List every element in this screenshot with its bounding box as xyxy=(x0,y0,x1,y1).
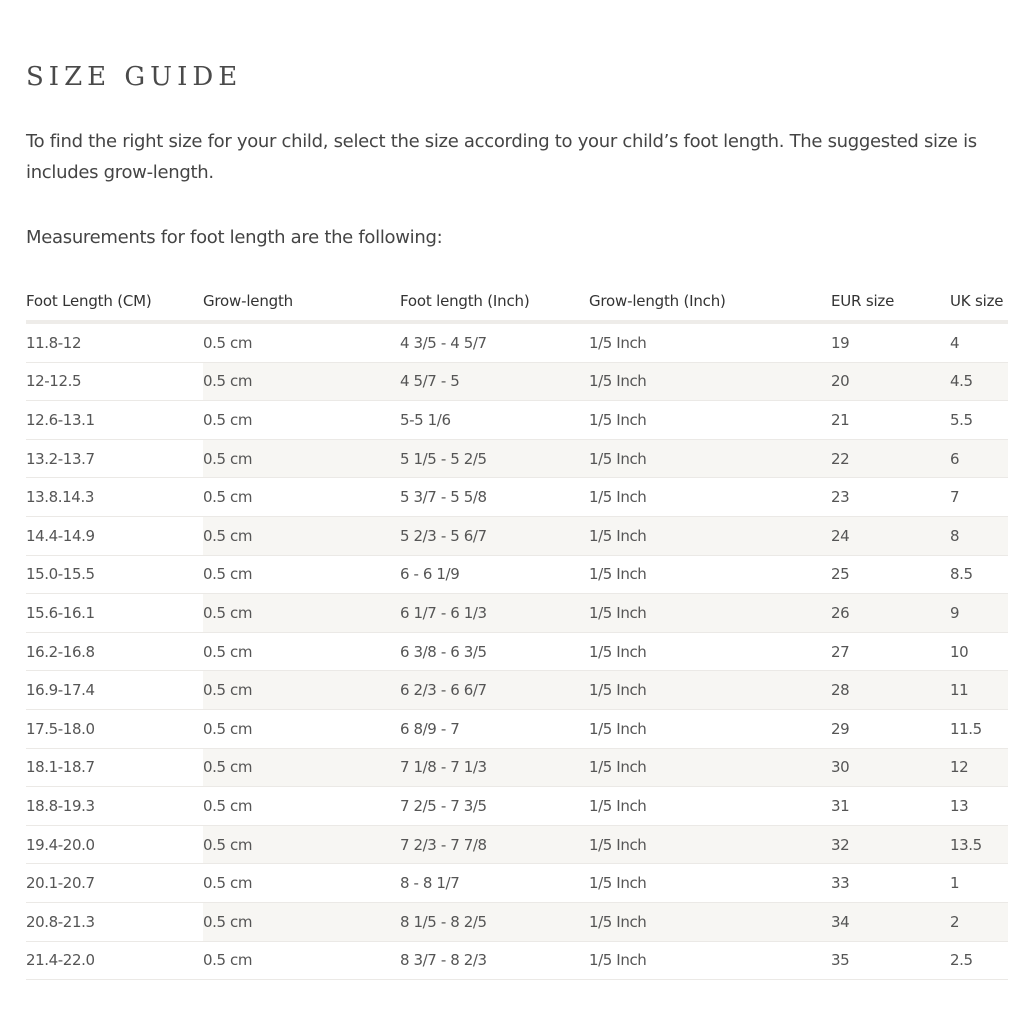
cell-grow-length-inch: 1/5 Inch xyxy=(589,671,831,710)
cell-uk-size: 2.5 xyxy=(950,941,1008,980)
cell-grow-length: 0.5 cm xyxy=(203,594,400,633)
cell-eur-size: 28 xyxy=(831,671,950,710)
cell-grow-length: 0.5 cm xyxy=(203,322,400,362)
header-foot-length-cm: Foot Length (CM) xyxy=(26,292,152,310)
cell-eur-size: 22 xyxy=(831,439,950,478)
cell-foot-length-cm: 21.4-22.0 xyxy=(26,941,203,980)
table-row xyxy=(26,787,1008,826)
table-row xyxy=(26,362,1008,401)
cell-foot-length-cm: 11.8-12 xyxy=(26,322,203,362)
cell-eur-size: 21 xyxy=(831,401,950,440)
cell-foot-length-inch: 6 8/9 - 7 xyxy=(400,709,589,748)
cell-grow-length-inch: 1/5 Inch xyxy=(589,748,831,787)
cell-eur-size: 20 xyxy=(831,362,950,401)
table-row xyxy=(26,748,1008,787)
cell-foot-length-cm: 13.8.14.3 xyxy=(26,478,203,517)
cell-grow-length-inch: 1/5 Inch xyxy=(589,825,831,864)
cell-grow-length-inch: 1/5 Inch xyxy=(589,787,831,826)
cell-foot-length-inch: 8 1/5 - 8 2/5 xyxy=(400,902,589,941)
cell-eur-size: 29 xyxy=(831,709,950,748)
table-row xyxy=(26,671,1008,710)
cell-uk-size: 4.5 xyxy=(950,362,1008,401)
cell-foot-length-inch: 8 - 8 1/7 xyxy=(400,864,589,903)
cell-eur-size: 26 xyxy=(831,594,950,633)
cell-grow-length: 0.5 cm xyxy=(203,632,400,671)
cell-grow-length-inch: 1/5 Inch xyxy=(589,941,831,980)
cell-foot-length-cm: 12-12.5 xyxy=(26,362,203,401)
cell-uk-size: 6 xyxy=(950,439,1008,478)
cell-foot-length-inch: 5 2/3 - 5 6/7 xyxy=(400,516,589,555)
cell-uk-size: 12 xyxy=(950,748,1008,787)
table-row xyxy=(26,478,1008,517)
cell-foot-length-cm: 13.2-13.7 xyxy=(26,439,203,478)
cell-foot-length-inch: 6 2/3 - 6 6/7 xyxy=(400,671,589,710)
cell-foot-length-cm: 15.6-16.1 xyxy=(26,594,203,633)
table-header-row xyxy=(26,282,1008,322)
header-uk-size: UK size xyxy=(950,292,1004,310)
cell-eur-size: 23 xyxy=(831,478,950,517)
table-row xyxy=(26,902,1008,941)
measurements-note: Measurements for foot length are the following: xyxy=(26,227,443,248)
cell-uk-size: 1 xyxy=(950,864,1008,903)
cell-grow-length: 0.5 cm xyxy=(203,709,400,748)
size-table xyxy=(26,282,1008,980)
cell-foot-length-cm: 20.8-21.3 xyxy=(26,902,203,941)
cell-foot-length-cm: 18.8-19.3 xyxy=(26,787,203,826)
table-row xyxy=(26,322,1008,362)
table-row xyxy=(26,439,1008,478)
table-row xyxy=(26,864,1008,903)
cell-grow-length: 0.5 cm xyxy=(203,864,400,903)
cell-foot-length-cm: 16.2-16.8 xyxy=(26,632,203,671)
table-row xyxy=(26,555,1008,594)
cell-grow-length: 0.5 cm xyxy=(203,478,400,517)
cell-eur-size: 35 xyxy=(831,941,950,980)
cell-grow-length: 0.5 cm xyxy=(203,401,400,440)
table-body xyxy=(26,322,1008,980)
cell-uk-size: 4 xyxy=(950,322,1008,362)
cell-grow-length: 0.5 cm xyxy=(203,671,400,710)
cell-eur-size: 32 xyxy=(831,825,950,864)
table-row xyxy=(26,632,1008,671)
cell-grow-length-inch: 1/5 Inch xyxy=(589,594,831,633)
cell-foot-length-cm: 14.4-14.9 xyxy=(26,516,203,555)
table-row xyxy=(26,825,1008,864)
cell-uk-size: 11 xyxy=(950,671,1008,710)
cell-foot-length-cm: 20.1-20.7 xyxy=(26,864,203,903)
cell-foot-length-cm: 19.4-20.0 xyxy=(26,825,203,864)
cell-foot-length-inch: 4 5/7 - 5 xyxy=(400,362,589,401)
cell-foot-length-inch: 6 3/8 - 6 3/5 xyxy=(400,632,589,671)
cell-eur-size: 24 xyxy=(831,516,950,555)
header-eur-size: EUR size xyxy=(831,292,895,310)
cell-foot-length-cm: 12.6-13.1 xyxy=(26,401,203,440)
table-row xyxy=(26,516,1008,555)
cell-foot-length-inch: 7 2/3 - 7 7/8 xyxy=(400,825,589,864)
header-foot-length-inch: Foot length (Inch) xyxy=(400,292,530,310)
cell-uk-size: 8 xyxy=(950,516,1008,555)
header-grow-length: Grow-length xyxy=(203,292,293,310)
cell-grow-length-inch: 1/5 Inch xyxy=(589,902,831,941)
cell-eur-size: 27 xyxy=(831,632,950,671)
cell-uk-size: 13.5 xyxy=(950,825,1008,864)
table-row xyxy=(26,594,1008,633)
cell-eur-size: 31 xyxy=(831,787,950,826)
cell-foot-length-inch: 5-5 1/6 xyxy=(400,401,589,440)
cell-foot-length-inch: 5 1/5 - 5 2/5 xyxy=(400,439,589,478)
size-table-container[interactable] xyxy=(0,282,1008,982)
cell-grow-length-inch: 1/5 Inch xyxy=(589,362,831,401)
cell-foot-length-inch: 8 3/7 - 8 2/3 xyxy=(400,941,589,980)
cell-grow-length-inch: 1/5 Inch xyxy=(589,516,831,555)
cell-uk-size: 11.5 xyxy=(950,709,1008,748)
cell-grow-length-inch: 1/5 Inch xyxy=(589,439,831,478)
cell-foot-length-cm: 16.9-17.4 xyxy=(26,671,203,710)
cell-grow-length: 0.5 cm xyxy=(203,941,400,980)
cell-foot-length-inch: 5 3/7 - 5 5/8 xyxy=(400,478,589,517)
cell-grow-length-inch: 1/5 Inch xyxy=(589,709,831,748)
cell-grow-length: 0.5 cm xyxy=(203,787,400,826)
table-row xyxy=(26,709,1008,748)
cell-foot-length-inch: 7 2/5 - 7 3/5 xyxy=(400,787,589,826)
cell-uk-size: 13 xyxy=(950,787,1008,826)
cell-uk-size: 9 xyxy=(950,594,1008,633)
cell-grow-length-inch: 1/5 Inch xyxy=(589,401,831,440)
cell-grow-length: 0.5 cm xyxy=(203,825,400,864)
cell-foot-length-cm: 17.5-18.0 xyxy=(26,709,203,748)
cell-foot-length-cm: 15.0-15.5 xyxy=(26,555,203,594)
cell-grow-length: 0.5 cm xyxy=(203,902,400,941)
cell-foot-length-inch: 4 3/5 - 4 5/7 xyxy=(400,322,589,362)
cell-grow-length-inch: 1/5 Inch xyxy=(589,478,831,517)
cell-foot-length-inch: 7 1/8 - 7 1/3 xyxy=(400,748,589,787)
cell-foot-length-inch: 6 1/7 - 6 1/3 xyxy=(400,594,589,633)
cell-grow-length-inch: 1/5 Inch xyxy=(589,632,831,671)
cell-eur-size: 19 xyxy=(831,322,950,362)
cell-foot-length-inch: 6 - 6 1/9 xyxy=(400,555,589,594)
cell-eur-size: 30 xyxy=(831,748,950,787)
cell-grow-length-inch: 1/5 Inch xyxy=(589,864,831,903)
cell-grow-length: 0.5 cm xyxy=(203,362,400,401)
cell-grow-length: 0.5 cm xyxy=(203,439,400,478)
cell-uk-size: 8.5 xyxy=(950,555,1008,594)
header-grow-length-inch: Grow-length (Inch) xyxy=(589,292,726,310)
cell-uk-size: 7 xyxy=(950,478,1008,517)
cell-grow-length: 0.5 cm xyxy=(203,555,400,594)
page-title: SIZE GUIDE xyxy=(26,62,243,92)
cell-eur-size: 25 xyxy=(831,555,950,594)
cell-uk-size: 2 xyxy=(950,902,1008,941)
cell-foot-length-cm: 18.1-18.7 xyxy=(26,748,203,787)
cell-grow-length-inch: 1/5 Inch xyxy=(589,322,831,362)
cell-uk-size: 10 xyxy=(950,632,1008,671)
cell-grow-length-inch: 1/5 Inch xyxy=(589,555,831,594)
table-row xyxy=(26,941,1008,980)
cell-grow-length: 0.5 cm xyxy=(203,748,400,787)
table-row xyxy=(26,401,1008,440)
cell-eur-size: 33 xyxy=(831,864,950,903)
cell-eur-size: 34 xyxy=(831,902,950,941)
cell-grow-length: 0.5 cm xyxy=(203,516,400,555)
cell-uk-size: 5.5 xyxy=(950,401,1008,440)
intro-text: To find the right size for your child, select the size according to your child’s foot length. The suggested size is includes grow-length. xyxy=(26,131,977,183)
